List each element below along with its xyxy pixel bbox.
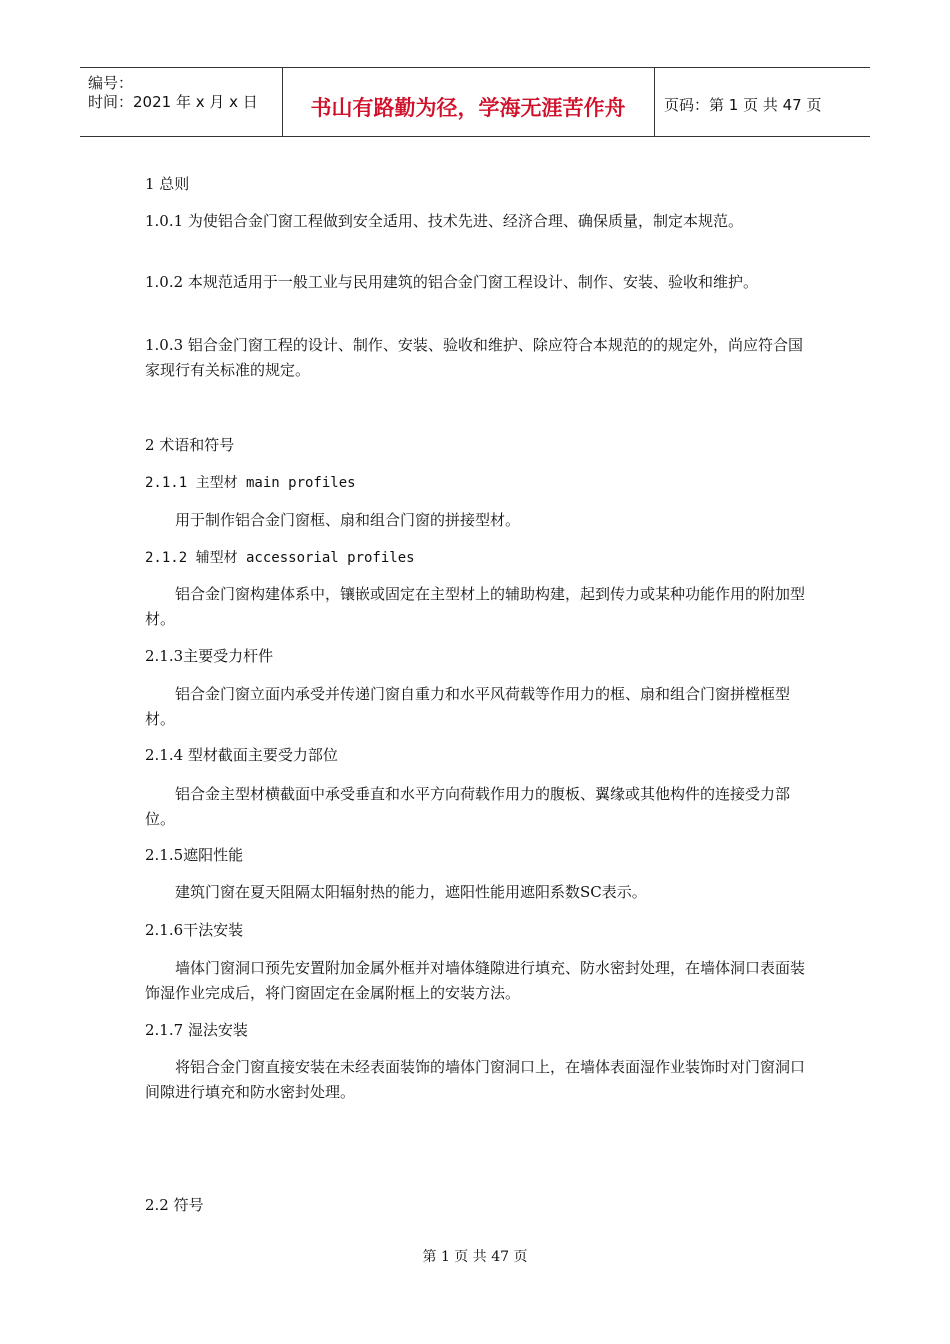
document-date-label: 时间：2021 年 x 月 x 日 [88,93,258,111]
document-number-label: 编号： [88,74,134,92]
page-header [80,67,870,137]
term-2-1-3-definition: 铝合金门窗立面内承受并传递门窗自重力和水平风荷载等作用力的框、扇和组合门窗拼樘框型材。 [145,685,791,728]
term-2-1-7-title: 2.1.7 湿法安装 [145,1021,248,1039]
header-meta-cell [80,68,283,136]
section-2-title: 2 术语和符号 [145,436,235,454]
term-2-1-1-definition: 用于制作铝合金门窗框、扇和组合门窗的拼接型材。 [175,511,521,529]
section-1-title: 1 总则 [145,175,190,193]
term-2-1-5-definition: 建筑门窗在夏天阻隔太阳辐射热的能力，遮阳性能用遮阳系数SC表示。 [175,883,647,901]
term-2-1-1-title: 2.1.1 主型材 main profiles [145,475,356,491]
term-2-1-6-title: 2.1.6干法安装 [145,921,244,939]
header-motto: 书山有路勤为径，学海无涯苦作舟 [310,96,626,120]
section-2-2-title: 2.2 符号 [145,1196,204,1214]
clause-1-0-1: 1.0.1 为使铝合金门窗工程做到安全适用、技术先进、经济合理、确保质量，制定本规范。 [145,212,743,230]
term-2-1-4-title: 2.1.4 型材截面主要受力部位 [145,746,338,764]
term-2-1-6-definition: 墙体门窗洞口预先安置附加金属外框并对墙体缝隙进行填充、防水密封处理，在墙体洞口表面装饰湿作业完成后，将门窗固定在金属附框上的安装方法。 [145,959,806,1002]
header-page-info: 页码：第 1 页 共 47 页 [664,96,822,114]
term-2-1-2-definition: 铝合金门窗构建体系中，镶嵌或固定在主型材上的辅助构建，起到传力或某种功能作用的附加型材。 [145,585,806,628]
term-2-1-5-title: 2.1.5遮阳性能 [145,846,244,864]
term-2-1-4-definition: 铝合金主型材横截面中承受垂直和水平方向荷载作用力的腹板、翼缘或其他构件的连接受力部位。 [145,785,791,828]
page-footer: 第 1 页 共 47 页 [422,1249,528,1265]
clause-1-0-2: 1.0.2 本规范适用于一般工业与民用建筑的铝合金门窗工程设计、制作、安装、验收和维护。 [145,273,758,291]
term-2-1-2-title: 2.1.2 辅型材 accessorial profiles [145,550,415,566]
header-motto-cell [282,68,655,136]
clause-1-0-3: 1.0.3 铝合金门窗工程的设计、制作、安装、验收和维护、除应符合本规范的的规定外，尚应符合国家现行有关标准的规定。 [145,336,803,379]
term-2-1-3-title: 2.1.3主要受力杆件 [145,647,274,665]
term-2-1-7-definition: 将铝合金门窗直接安装在未经表面装饰的墙体门窗洞口上，在墙体表面湿作业装饰时对门窗洞口间隙进行填充和防水密封处理。 [145,1058,806,1101]
header-page-cell [654,68,870,136]
